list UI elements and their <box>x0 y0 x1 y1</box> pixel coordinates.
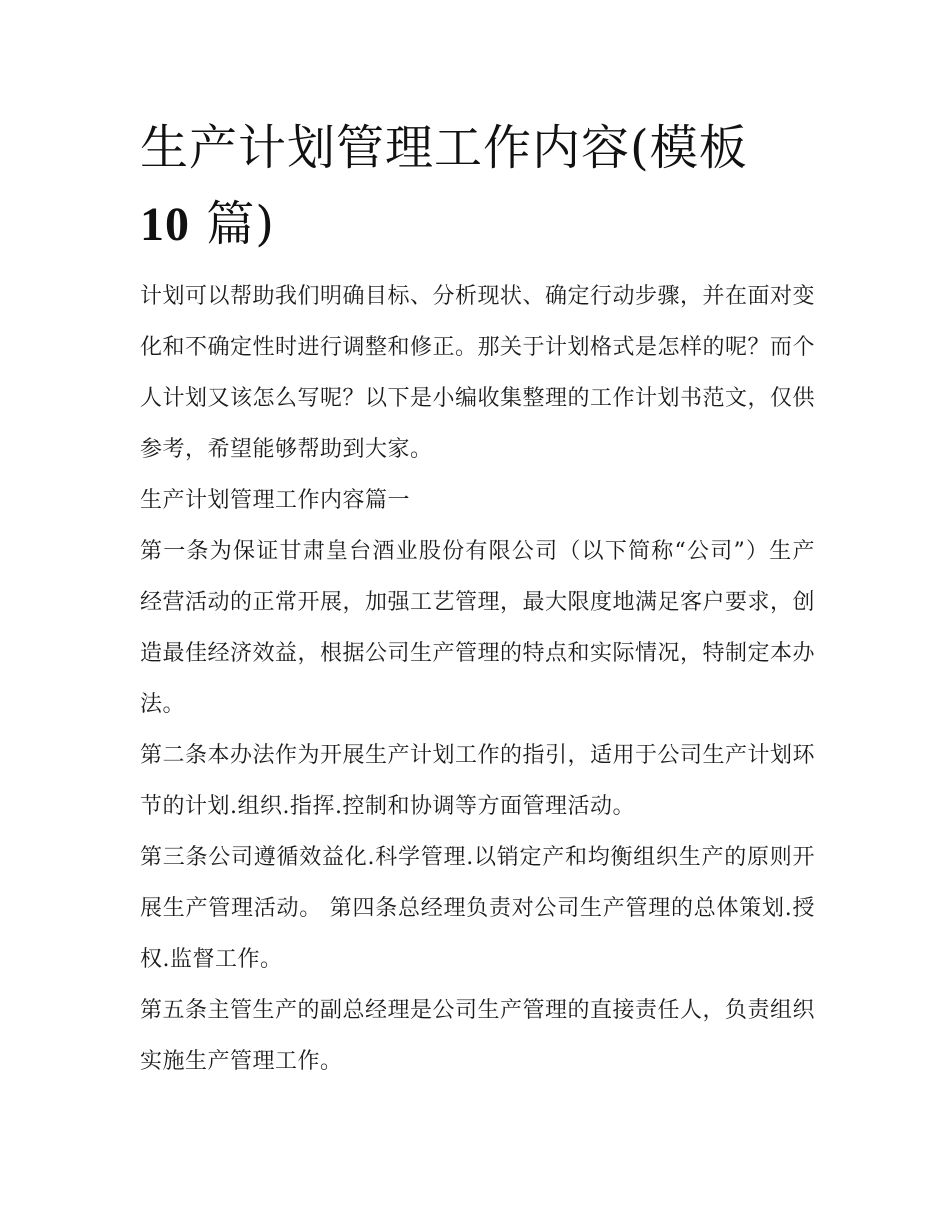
title-suffix: 篇) <box>190 196 275 252</box>
article-3-4-paragraph: 第三条公司遵循效益化.科学管理.以销定产和均衡组织生产的原则开展生产管理活动。 第四条总经理负责对公司生产管理的总体策划.授权.监督工作。 <box>140 845 815 972</box>
document-title <box>140 110 815 263</box>
document-body <box>140 271 815 1087</box>
title-number: 10 <box>140 198 190 251</box>
document-page <box>140 110 815 1087</box>
article-2-paragraph: 第二条本办法作为开展生产计划工作的指引，适用于公司生产计划环节的计划.组织.指挥.控制和协调等方面管理活动。 <box>140 743 816 819</box>
title-text: 生产计划管理工作内容(模板 <box>140 120 748 176</box>
article-1-paragraph: 第一条为保证甘肃皇台酒业股份有限公司（以下简称“公司”）生产经营活动的正常开展，加强工艺管理，最大限度地满足客户要求，创造最佳经济效益，根据公司生产管理的特点和实际情况，特制定本办法。 <box>140 539 816 717</box>
intro-paragraph: 计划可以帮助我们明确目标、分析现状、确定行动步骤，并在面对变化和不确定性时进行调整和修正。那关于计划格式是怎样的呢？而个人计划又该怎么写呢？以下是小编收集整理的工作计划书范文，仅供参考，希望能够帮助到大家。 <box>140 284 816 462</box>
article-5-paragraph: 第五条主管生产的副总经理是公司生产管理的直接责任人，负责组织实施生产管理工作。 <box>140 998 816 1074</box>
section-heading: 生产计划管理工作内容篇一 <box>140 488 411 513</box>
